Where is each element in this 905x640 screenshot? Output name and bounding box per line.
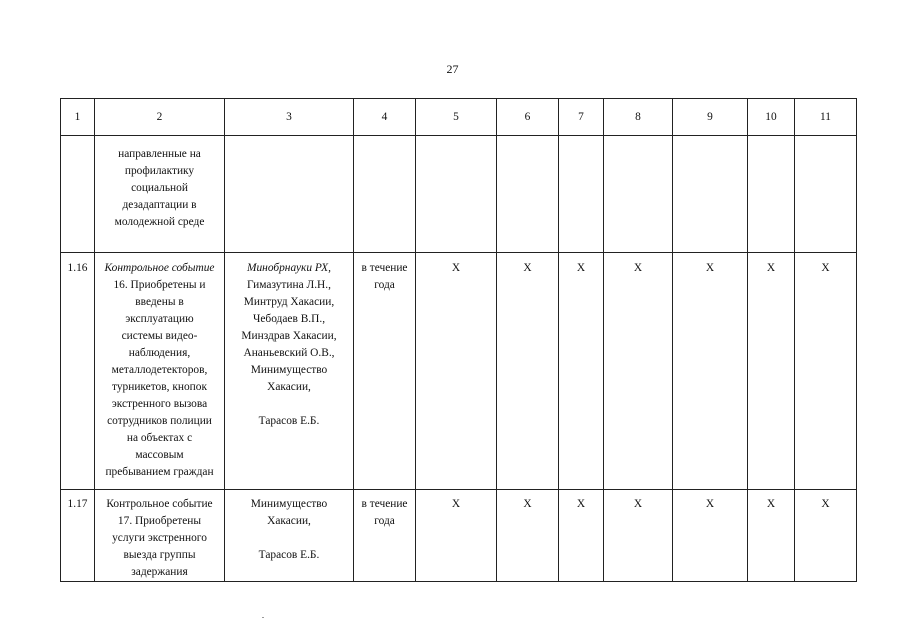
executors-cell — [225, 490, 354, 582]
header-row — [61, 99, 857, 136]
description-line: 16. Приобретены и — [113, 279, 206, 291]
header-cell: 10 — [748, 99, 795, 136]
description-line: Контрольное событие — [106, 498, 213, 510]
mark-x: Х — [523, 498, 532, 510]
description-line: молодежной среде — [114, 216, 205, 228]
mark-x: Х — [705, 262, 715, 274]
description-line: введены в — [135, 296, 184, 308]
mark-x: Х — [576, 498, 586, 510]
description-line: 17. Приобретены — [117, 515, 202, 527]
mark-x: Х — [821, 498, 830, 510]
mark-cell — [497, 253, 559, 490]
executors-cell — [225, 253, 354, 490]
period-cell — [354, 136, 416, 253]
executor-line: Минздрав Хакасии, — [241, 330, 337, 342]
mark-cell — [748, 253, 795, 490]
executor-line: Гимазутина Л.Н., — [247, 279, 331, 291]
period-line: года — [374, 515, 395, 527]
mark-x: Х — [705, 498, 715, 510]
mark-cell — [559, 136, 604, 253]
period-line: года — [374, 279, 395, 291]
description-line: турникетов, кнопок — [112, 381, 207, 393]
mark-x: Х — [633, 498, 643, 510]
mark-x: Х — [766, 498, 776, 510]
description-line: наблюдения, — [128, 347, 191, 359]
header-cell: 1 — [61, 99, 95, 136]
header-cell: 2 — [95, 99, 225, 136]
header-cell: 6 — [497, 99, 559, 136]
header-cell: 11 — [795, 99, 857, 136]
executor-line: Ананьевский О.В., — [243, 347, 335, 359]
period-line: в течение — [361, 262, 408, 274]
mark-x: Х — [523, 262, 532, 274]
header-cell: 9 — [673, 99, 748, 136]
mark-x: Х — [576, 262, 586, 274]
executor-line: Тарасов Е.Б. — [258, 549, 320, 561]
executor-line: Чебодаев В.П., — [252, 313, 326, 325]
header-cell: 4 — [354, 99, 416, 136]
description-line: направленные на — [118, 148, 201, 160]
mark-cell — [795, 253, 857, 490]
mark-cell — [604, 490, 673, 582]
description-line: эксплуатацию — [125, 313, 194, 325]
executor-line: Минимущество — [250, 364, 328, 376]
executor-line: Минимущество — [250, 498, 328, 510]
table-row — [61, 490, 857, 582]
mark-cell — [559, 253, 604, 490]
description-line: профилактику — [124, 165, 195, 177]
period-cell — [354, 253, 416, 490]
mark-x: Х — [451, 498, 461, 510]
period-cell — [354, 490, 416, 582]
description-line: Контрольное событие — [104, 262, 215, 274]
mark-cell — [559, 490, 604, 582]
mark-cell — [795, 136, 857, 253]
mark-cell — [416, 136, 497, 253]
mark-cell — [604, 136, 673, 253]
description-line: дезадаптации в — [122, 199, 197, 211]
description-line: металлодетекторов, — [111, 364, 208, 376]
description-line: пребыванием граждан — [105, 466, 214, 478]
mark-x: Х — [451, 262, 461, 274]
mark-x: Х — [633, 262, 643, 274]
header-cell: 3 — [225, 99, 354, 136]
header-cell: 7 — [559, 99, 604, 136]
table-row — [61, 253, 857, 490]
mark-cell — [497, 136, 559, 253]
description-line: массовым — [135, 449, 184, 461]
table-row — [61, 136, 857, 253]
executor-line: Тарасов Е.Б. — [258, 415, 320, 427]
executor-line: Минобрнауки РХ, — [247, 262, 331, 274]
description-line: сотрудников полиции — [107, 415, 212, 427]
row-number: 1.16 — [61, 253, 95, 490]
mark-cell — [604, 253, 673, 490]
description-cell — [95, 490, 225, 582]
mark-cell — [748, 136, 795, 253]
header-cell: 5 — [416, 99, 497, 136]
description-line: задержания — [131, 566, 188, 578]
executor-line: Минтруд Хакасии, — [243, 296, 335, 308]
mark-cell — [673, 253, 748, 490]
mark-x: Х — [766, 262, 776, 274]
description-cell — [95, 136, 225, 253]
row-number: 1.17 — [61, 490, 95, 582]
executors-cell — [225, 136, 354, 253]
mark-cell — [673, 136, 748, 253]
period-line: в течение — [361, 498, 408, 510]
description-line: услуги экстренного — [112, 532, 207, 544]
executor-line: Хакасии, — [267, 381, 311, 393]
description-line: выезда группы — [123, 549, 196, 561]
header-cell: 8 — [604, 99, 673, 136]
executor-line: Хакасии, — [267, 515, 311, 527]
mark-cell — [416, 490, 497, 582]
page-number: 27 — [446, 62, 459, 76]
mark-cell — [795, 490, 857, 582]
row-number — [61, 136, 95, 253]
description-line: экстренного вызова — [111, 398, 208, 410]
description-cell — [95, 253, 225, 490]
mark-cell — [673, 490, 748, 582]
mark-cell — [416, 253, 497, 490]
description-line: системы видео- — [121, 330, 198, 342]
description-line: на объектах с — [126, 432, 193, 444]
scan-speck — [262, 617, 264, 618]
mark-x: Х — [821, 262, 830, 274]
plan-table — [60, 98, 857, 582]
description-line: социальной — [131, 182, 188, 194]
mark-cell — [748, 490, 795, 582]
mark-cell — [497, 490, 559, 582]
